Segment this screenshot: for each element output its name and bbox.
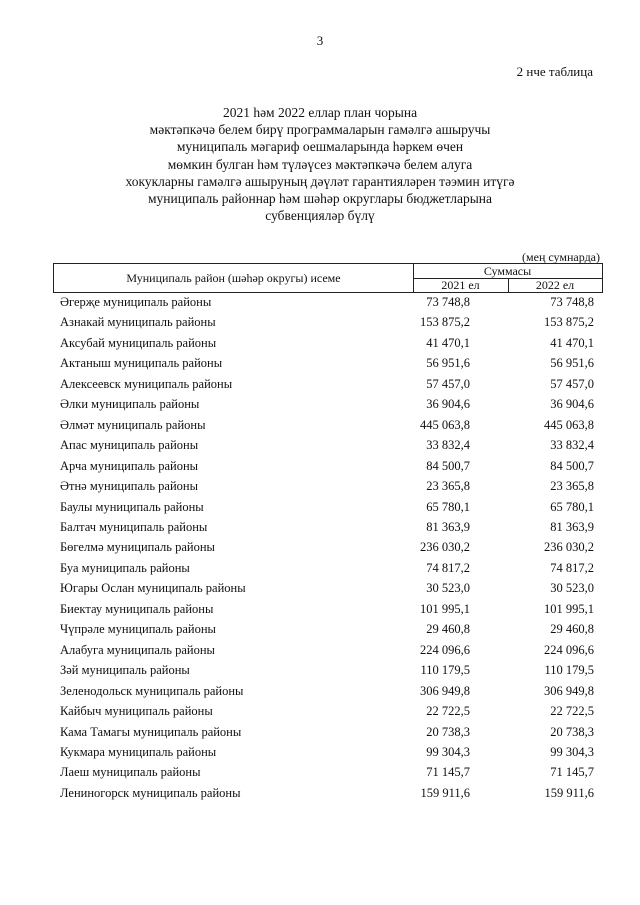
row-name: Актаныш муниципаль районы <box>60 356 223 371</box>
header-sum-column: Суммасы <box>413 264 602 279</box>
table-label: 2 нче таблица <box>516 64 593 79</box>
row-value-2022: 20 738,3 <box>550 724 594 739</box>
row-value-2021: 224 096,6 <box>420 642 470 657</box>
row-value-2021: 65 780,1 <box>426 499 470 514</box>
table-row <box>56 701 602 721</box>
row-value-2022: 73 748,8 <box>550 295 594 309</box>
title-line: субвенцияләр бүлү <box>265 208 375 224</box>
table-row <box>56 619 602 639</box>
table-row <box>56 558 602 578</box>
row-value-2021: 74 817,2 <box>426 560 470 575</box>
row-value-2022: 101 995,1 <box>544 601 594 616</box>
table-row <box>56 312 602 332</box>
row-value-2022: 36 904,6 <box>550 397 594 412</box>
table-row <box>56 578 602 598</box>
row-name: Алабуга муниципаль районы <box>60 642 215 657</box>
row-value-2021: 22 722,5 <box>426 704 470 719</box>
row-name: Кама Тамагы муниципаль районы <box>60 724 242 739</box>
row-value-2022: 33 832,4 <box>550 438 594 453</box>
row-name: Бөгелмә муниципаль районы <box>60 540 215 555</box>
row-value-2022: 29 460,8 <box>550 622 594 637</box>
row-value-2022: 30 523,0 <box>550 581 594 596</box>
title-line: 2021 һәм 2022 еллар план чорына <box>222 105 418 120</box>
row-name: Баулы муниципаль районы <box>60 499 204 514</box>
row-name: Арча муниципаль районы <box>60 458 199 473</box>
row-value-2022: 57 457,0 <box>550 376 594 391</box>
table-row <box>56 599 602 619</box>
row-value-2022: 84 500,7 <box>550 458 594 473</box>
row-value-2021: 159 911,6 <box>420 785 470 800</box>
row-value-2022: 74 817,2 <box>550 560 594 575</box>
row-value-2022: 71 145,7 <box>550 765 594 780</box>
table-row <box>56 497 602 517</box>
row-name: Алексеевск муниципаль районы <box>60 376 233 391</box>
table-row <box>56 435 602 455</box>
row-name: Зеленодольск муниципаль районы <box>60 683 244 698</box>
row-name: Әтнә муниципаль районы <box>60 479 199 494</box>
row-value-2021: 71 145,7 <box>426 765 470 780</box>
row-name: Биектау муниципаль районы <box>60 601 214 616</box>
row-value-2021: 81 363,9 <box>426 519 470 534</box>
units-note: (мең сумнарда) <box>522 250 600 264</box>
row-name: Буа муниципаль районы <box>60 560 190 575</box>
row-value-2021: 153 875,2 <box>420 315 470 330</box>
row-value-2021: 99 304,3 <box>426 744 470 759</box>
row-value-2021: 73 748,8 <box>426 295 470 309</box>
row-value-2021: 29 460,8 <box>426 622 470 637</box>
title-line: мәктәпкәчә белем бирү программаларын гамәлгә ашыручы <box>149 122 491 138</box>
table-row <box>56 415 602 435</box>
title-line: мөмкин булган һәм түләүсез мәктәпкәчә белем алуга <box>167 156 473 172</box>
table-row <box>56 292 602 312</box>
row-value-2022: 236 030,2 <box>544 540 594 555</box>
row-name: Югары Ослан муниципаль районы <box>60 581 246 596</box>
table-row <box>56 640 602 660</box>
row-name: Балтач муниципаль районы <box>60 519 208 534</box>
row-value-2022: 159 911,6 <box>544 785 594 800</box>
table-row <box>56 517 602 537</box>
table-row <box>56 456 602 476</box>
row-value-2021: 236 030,2 <box>420 540 470 555</box>
row-name: Лаеш муниципаль районы <box>60 765 201 780</box>
row-name: Әлмәт муниципаль районы <box>60 417 206 432</box>
row-name: Апас муниципаль районы <box>60 438 199 453</box>
row-value-2022: 65 780,1 <box>550 499 594 514</box>
title-line: муниципаль мәгариф оешмаларында һәркем өчен <box>176 139 464 155</box>
table-row <box>56 742 602 762</box>
row-value-2021: 56 951,6 <box>426 356 470 371</box>
table-row <box>56 783 602 803</box>
row-value-2021: 23 365,8 <box>426 479 470 494</box>
table-row <box>56 762 602 782</box>
row-value-2022: 22 722,5 <box>550 704 594 719</box>
row-name: Аксубай муниципаль районы <box>60 335 217 350</box>
row-value-2021: 445 063,8 <box>420 417 470 432</box>
row-value-2022: 23 365,8 <box>550 479 594 494</box>
row-value-2022: 81 363,9 <box>550 519 594 534</box>
row-value-2022: 153 875,2 <box>544 315 594 330</box>
row-value-2022: 110 179,5 <box>544 663 594 678</box>
page-number: 3 <box>316 33 324 48</box>
table-row <box>56 681 602 701</box>
row-value-2021: 306 949,8 <box>420 683 470 698</box>
row-value-2022: 224 096,6 <box>544 642 594 657</box>
row-value-2021: 84 500,7 <box>426 458 470 473</box>
row-value-2022: 99 304,3 <box>550 744 594 759</box>
row-name: Кайбыч муниципаль районы <box>60 704 213 719</box>
row-name: Әлки муниципаль районы <box>60 397 200 412</box>
table-body <box>56 292 602 803</box>
table-row <box>56 394 602 414</box>
table-row <box>56 537 602 557</box>
row-value-2022: 445 063,8 <box>544 417 594 432</box>
table-row <box>56 476 602 496</box>
header-year-2022: 2022 ел <box>535 278 575 292</box>
row-value-2022: 306 949,8 <box>544 683 594 698</box>
row-name: Әгерҗе муниципаль районы <box>60 295 212 309</box>
row-name: Зәй муниципаль районы <box>60 663 190 678</box>
table-row <box>56 353 602 373</box>
row-value-2021: 30 523,0 <box>426 581 470 596</box>
row-name: Кукмара муниципаль районы <box>60 744 217 759</box>
row-name: Лениногорск муниципаль районы <box>60 785 241 800</box>
table-row <box>56 722 602 742</box>
row-value-2022: 41 470,1 <box>550 335 594 350</box>
row-value-2021: 20 738,3 <box>426 724 470 739</box>
row-value-2021: 33 832,4 <box>426 438 470 453</box>
row-name: Чүпрәле муниципаль районы <box>60 622 216 637</box>
table-row <box>56 660 602 680</box>
table-header <box>53 263 603 293</box>
row-value-2021: 57 457,0 <box>426 376 470 391</box>
row-value-2021: 101 995,1 <box>420 601 470 616</box>
title-line: хокукларны гамәлгә ашыруның дәүләт гарантияләрен тәэмин итүгә <box>125 173 515 189</box>
header-name-column: Муниципаль район (шәһәр округы) исеме <box>54 264 414 292</box>
document-title <box>0 104 640 224</box>
row-value-2021: 36 904,6 <box>426 397 470 412</box>
table-row <box>56 374 602 394</box>
table-row <box>56 333 602 353</box>
row-value-2022: 56 951,6 <box>550 356 594 371</box>
header-year-2021: 2021 ел <box>413 278 509 292</box>
row-value-2021: 41 470,1 <box>426 335 470 350</box>
row-value-2021: 110 179,5 <box>420 663 470 678</box>
title-line: муниципаль районнар һәм шәһәр округлары бюджетларына <box>147 191 492 207</box>
row-name: Азнакай муниципаль районы <box>60 315 216 330</box>
